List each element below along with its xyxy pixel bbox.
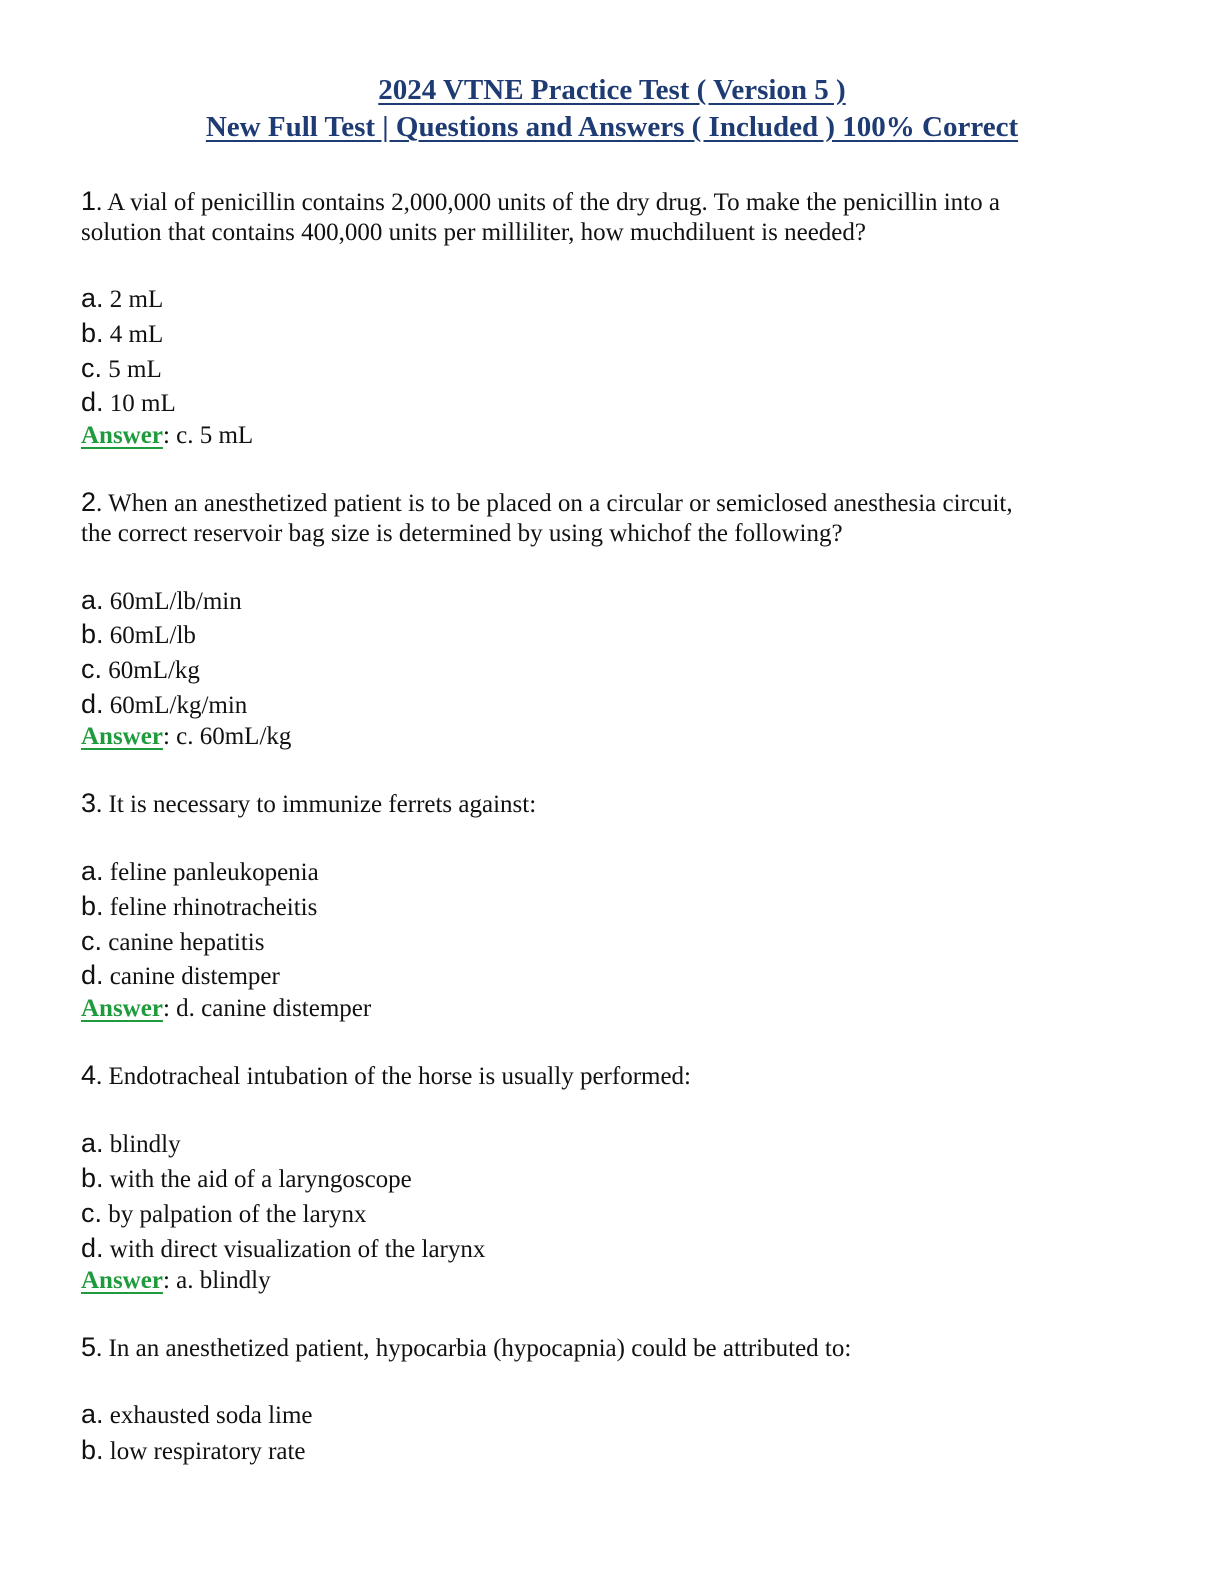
answer-3: Answer: d. canine distemper <box>81 995 372 1022</box>
option-1c: c. 5 mL <box>81 353 162 383</box>
question-number: 2 <box>81 487 97 517</box>
answer-label: Answer <box>81 995 163 1022</box>
option-2c: c. 60mL/kg <box>81 654 200 684</box>
option-3c: c. canine hepatitis <box>81 926 265 956</box>
answer-2: Answer: c. 60mL/kg <box>81 723 292 750</box>
question-5-text: 5. In an anesthetized patient, hypocarbia (hypocapnia) could be attributed to: <box>81 1332 852 1362</box>
option-5b: b. low respiratory rate <box>81 1435 306 1465</box>
option-4a: a. blindly <box>81 1128 181 1158</box>
answer-4: Answer: a. blindly <box>81 1267 271 1294</box>
answer-label: Answer <box>81 723 163 750</box>
option-1d: d. 10 mL <box>81 387 176 417</box>
answer-label: Answer <box>81 1267 163 1294</box>
question-number: 3 <box>81 788 97 818</box>
question-1-text: 1. A vial of penicillin contains 2,000,000 units of the dry drug. To make the penicillin into a <box>81 186 1000 216</box>
answer-label: Answer <box>81 422 163 449</box>
question-3-text: 3. It is necessary to immunize ferrets against: <box>81 788 537 818</box>
question-1-text-cont: solution that contains 400,000 units per milliliter, how muchdiluent is needed? <box>81 219 866 246</box>
question-4-text: 4. Endotracheal intubation of the horse is usually performed: <box>81 1060 692 1090</box>
option-3b: b. feline rhinotracheitis <box>81 891 318 921</box>
document-title: 2024 VTNE Practice Test ( Version 5 ) <box>378 74 846 106</box>
option-5a: a. exhausted soda lime <box>81 1399 313 1429</box>
option-1b: b. 4 mL <box>81 318 164 348</box>
question-2-text: 2. When an anesthetized patient is to be placed on a circular or semiclosed anesthesia circuit, <box>81 487 1013 517</box>
option-4b: b. with the aid of a laryngoscope <box>81 1163 412 1193</box>
option-3d: d. canine distemper <box>81 960 280 990</box>
question-2-text-cont: the correct reservoir bag size is determined by using whichof the following? <box>81 520 843 547</box>
option-2d: d. 60mL/kg/min <box>81 689 248 719</box>
option-2b: b. 60mL/lb <box>81 619 196 649</box>
option-3a: a. feline panleukopenia <box>81 856 319 886</box>
answer-1: Answer: c. 5 mL <box>81 422 254 449</box>
document-subtitle: New Full Test | Questions and Answers ( Included ) 100% Correct <box>205 111 1019 143</box>
option-4d: d. with direct visualization of the larynx <box>81 1233 486 1263</box>
option-4c: c. by palpation of the larynx <box>81 1198 367 1228</box>
question-number: 4 <box>81 1060 97 1090</box>
question-number: 1 <box>81 186 97 216</box>
option-1a: a. 2 mL <box>81 283 164 313</box>
question-number: 5 <box>81 1332 97 1362</box>
option-2a: a. 60mL/lb/min <box>81 585 242 615</box>
